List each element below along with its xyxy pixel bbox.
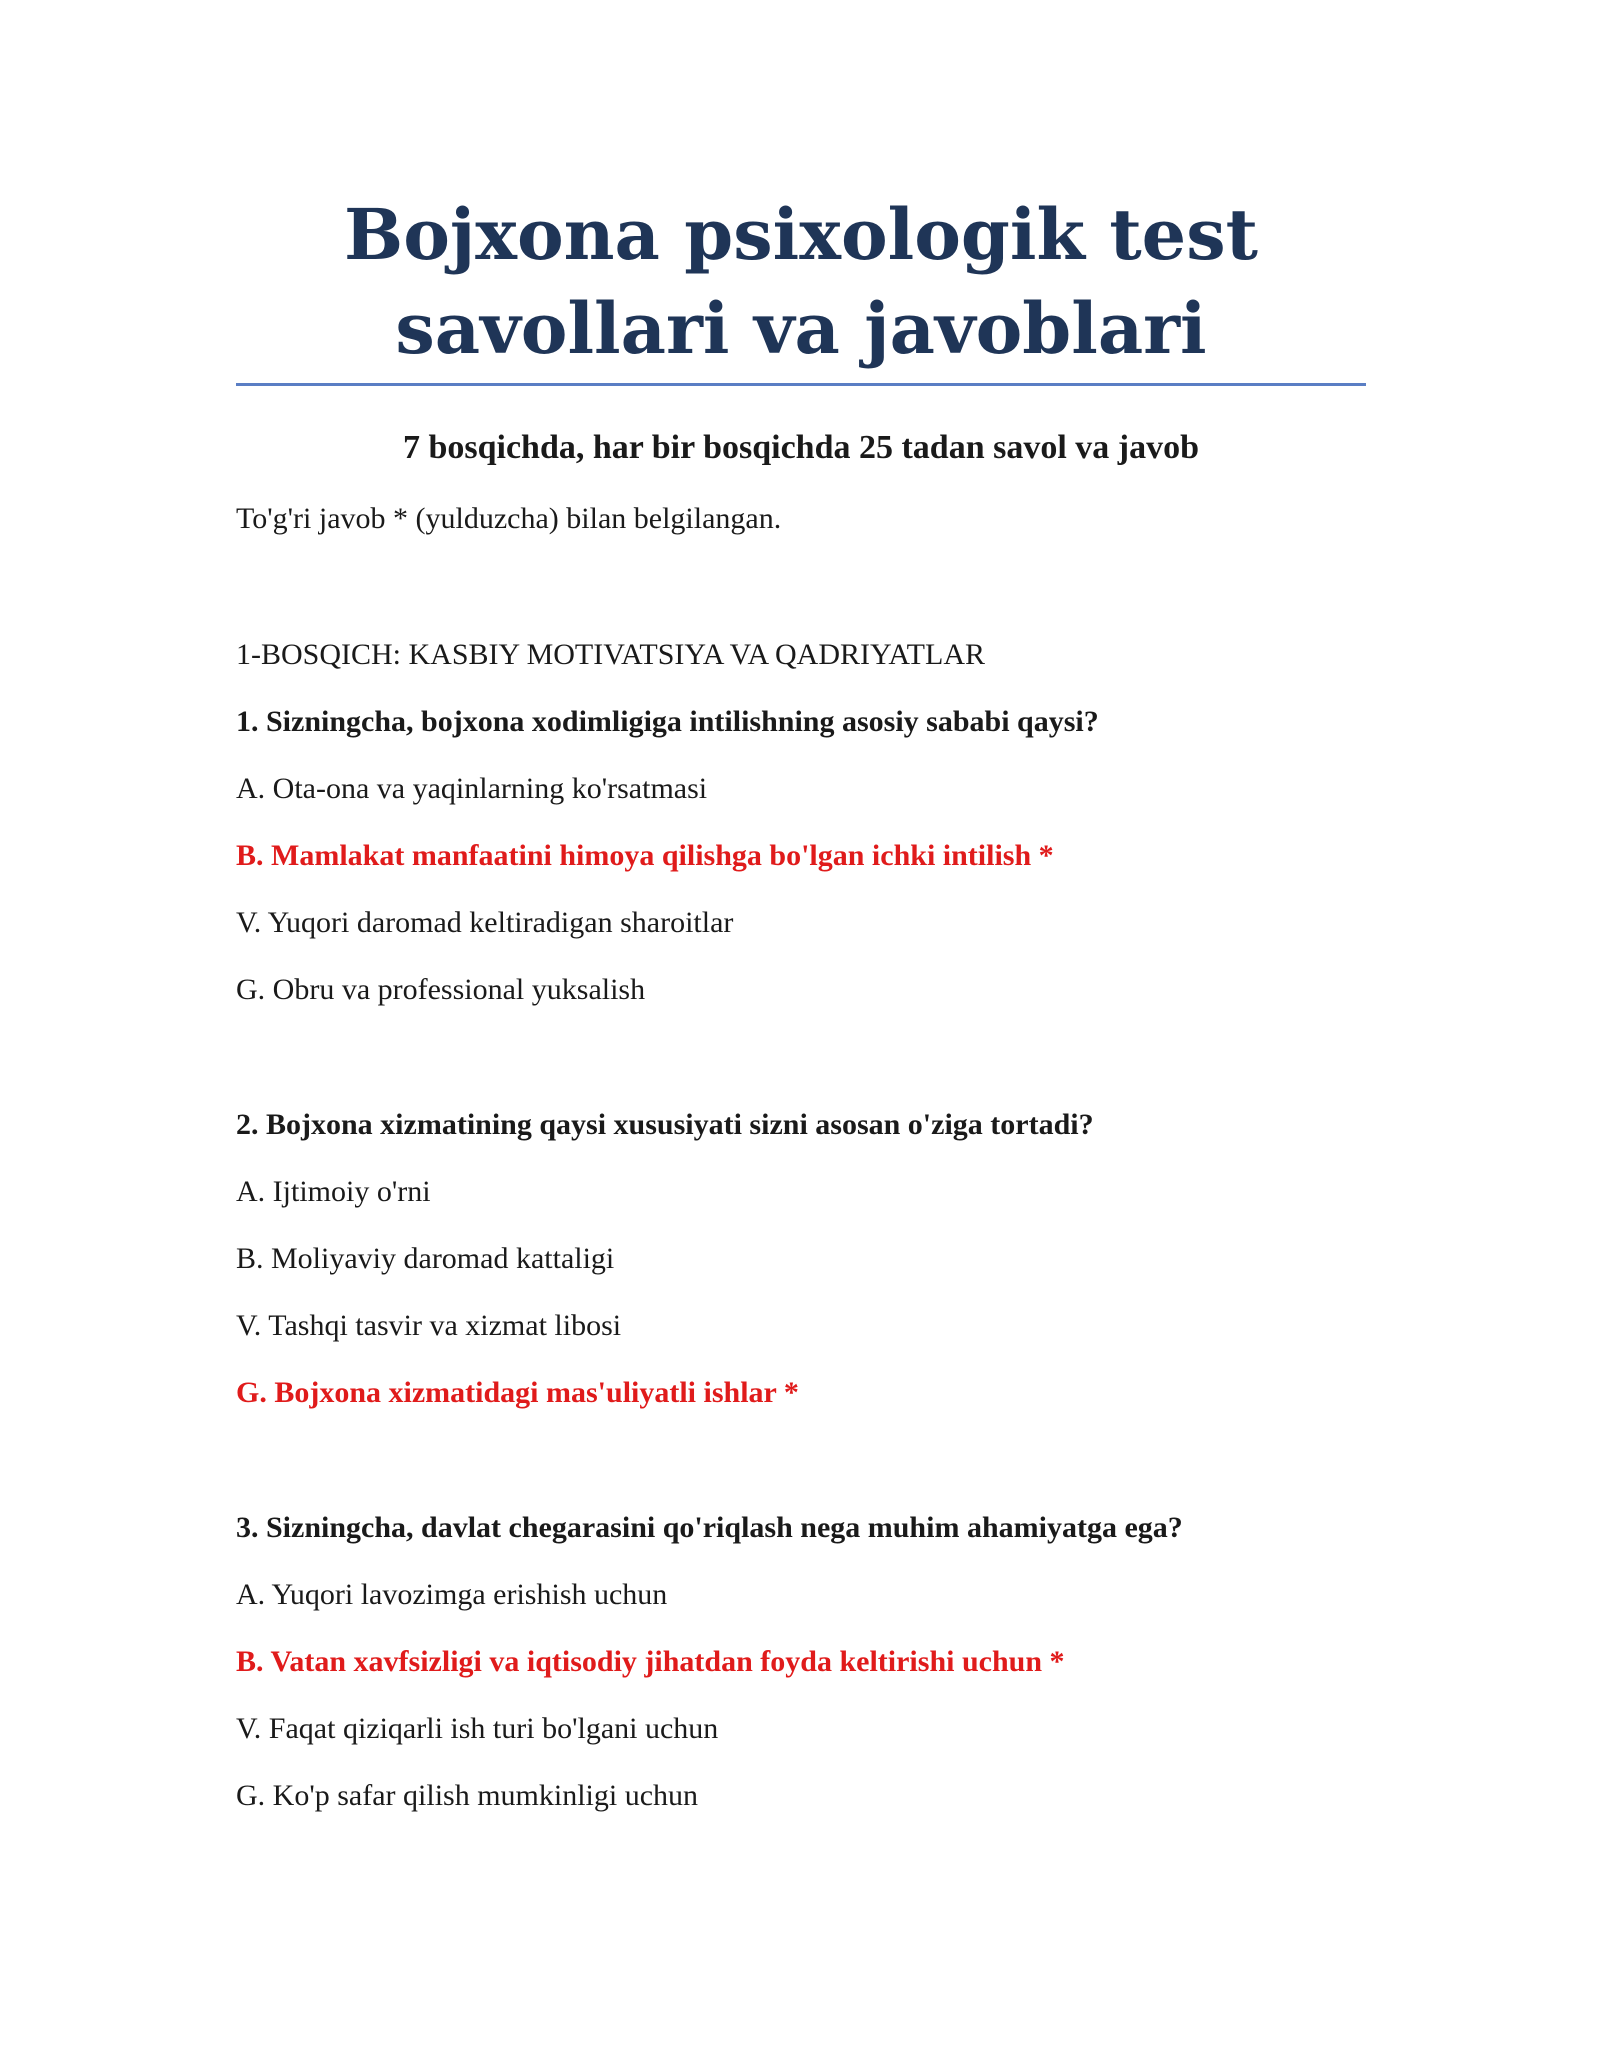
question-3-option-a: A. Yuqori lavozimga erishish uchun [236,1578,668,1611]
title-line-2: savollari va javoblari [395,287,1207,370]
question-3-option-g: G. Ko'p safar qilish mumkinligi uchun [236,1779,699,1812]
question-1-option-b-correct: B. Mamlakat manfaatini himoya qilishga bo'lgan ichki intilish * [236,839,1054,872]
question-2: 2. Bojxona xizmatining qaysi xususiyati sizni asosan o'ziga tortadi? [236,1108,1094,1141]
subtitle: 7 bosqichda, har bir bosqichda 25 tadan savol va javob [402,429,1200,466]
question-3-option-b-correct: B. Vatan xavfsizligi va iqtisodiy jihatdan foyda keltirishi uchun * [236,1645,1065,1678]
question-1-option-v: V. Yuqori daromad keltiradigan sharoitlar [236,906,734,939]
question-2-option-a: A. Ijtimoiy o'rni [236,1175,431,1208]
question-1-option-a: A. Ota-ona va yaqinlarning ko'rsatmasi [236,772,708,805]
question-2-option-b: B. Moliyaviy daromad kattaligi [236,1242,615,1275]
title-divider [236,383,1366,386]
question-2-option-v: V. Tashqi tasvir va xizmat libosi [236,1309,622,1342]
question-3-option-v: V. Faqat qiziqarli ish turi bo'lgani uchun [236,1712,719,1745]
stage-heading: 1-BOSQICH: KASBIY MOTIVATSIYA VA QADRIYATLAR [236,638,985,671]
page-title [236,188,1366,376]
title-line-1: Bojxona psixologik test [344,193,1258,276]
question-2-option-g-correct: G. Bojxona xizmatidagi mas'uliyatli ishlar * [236,1376,799,1409]
question-1: 1. Sizningcha, bojxona xodimligiga intilishning asosiy sababi qaysi? [236,705,1099,738]
question-3: 3. Sizningcha, davlat chegarasini qo'riqlash nega muhim ahamiyatga ega? [236,1511,1183,1544]
answer-key-note: To'g'ri javob * (yulduzcha) bilan belgilangan. [236,502,782,535]
question-1-option-g: G. Obru va professional yuksalish [236,973,646,1006]
